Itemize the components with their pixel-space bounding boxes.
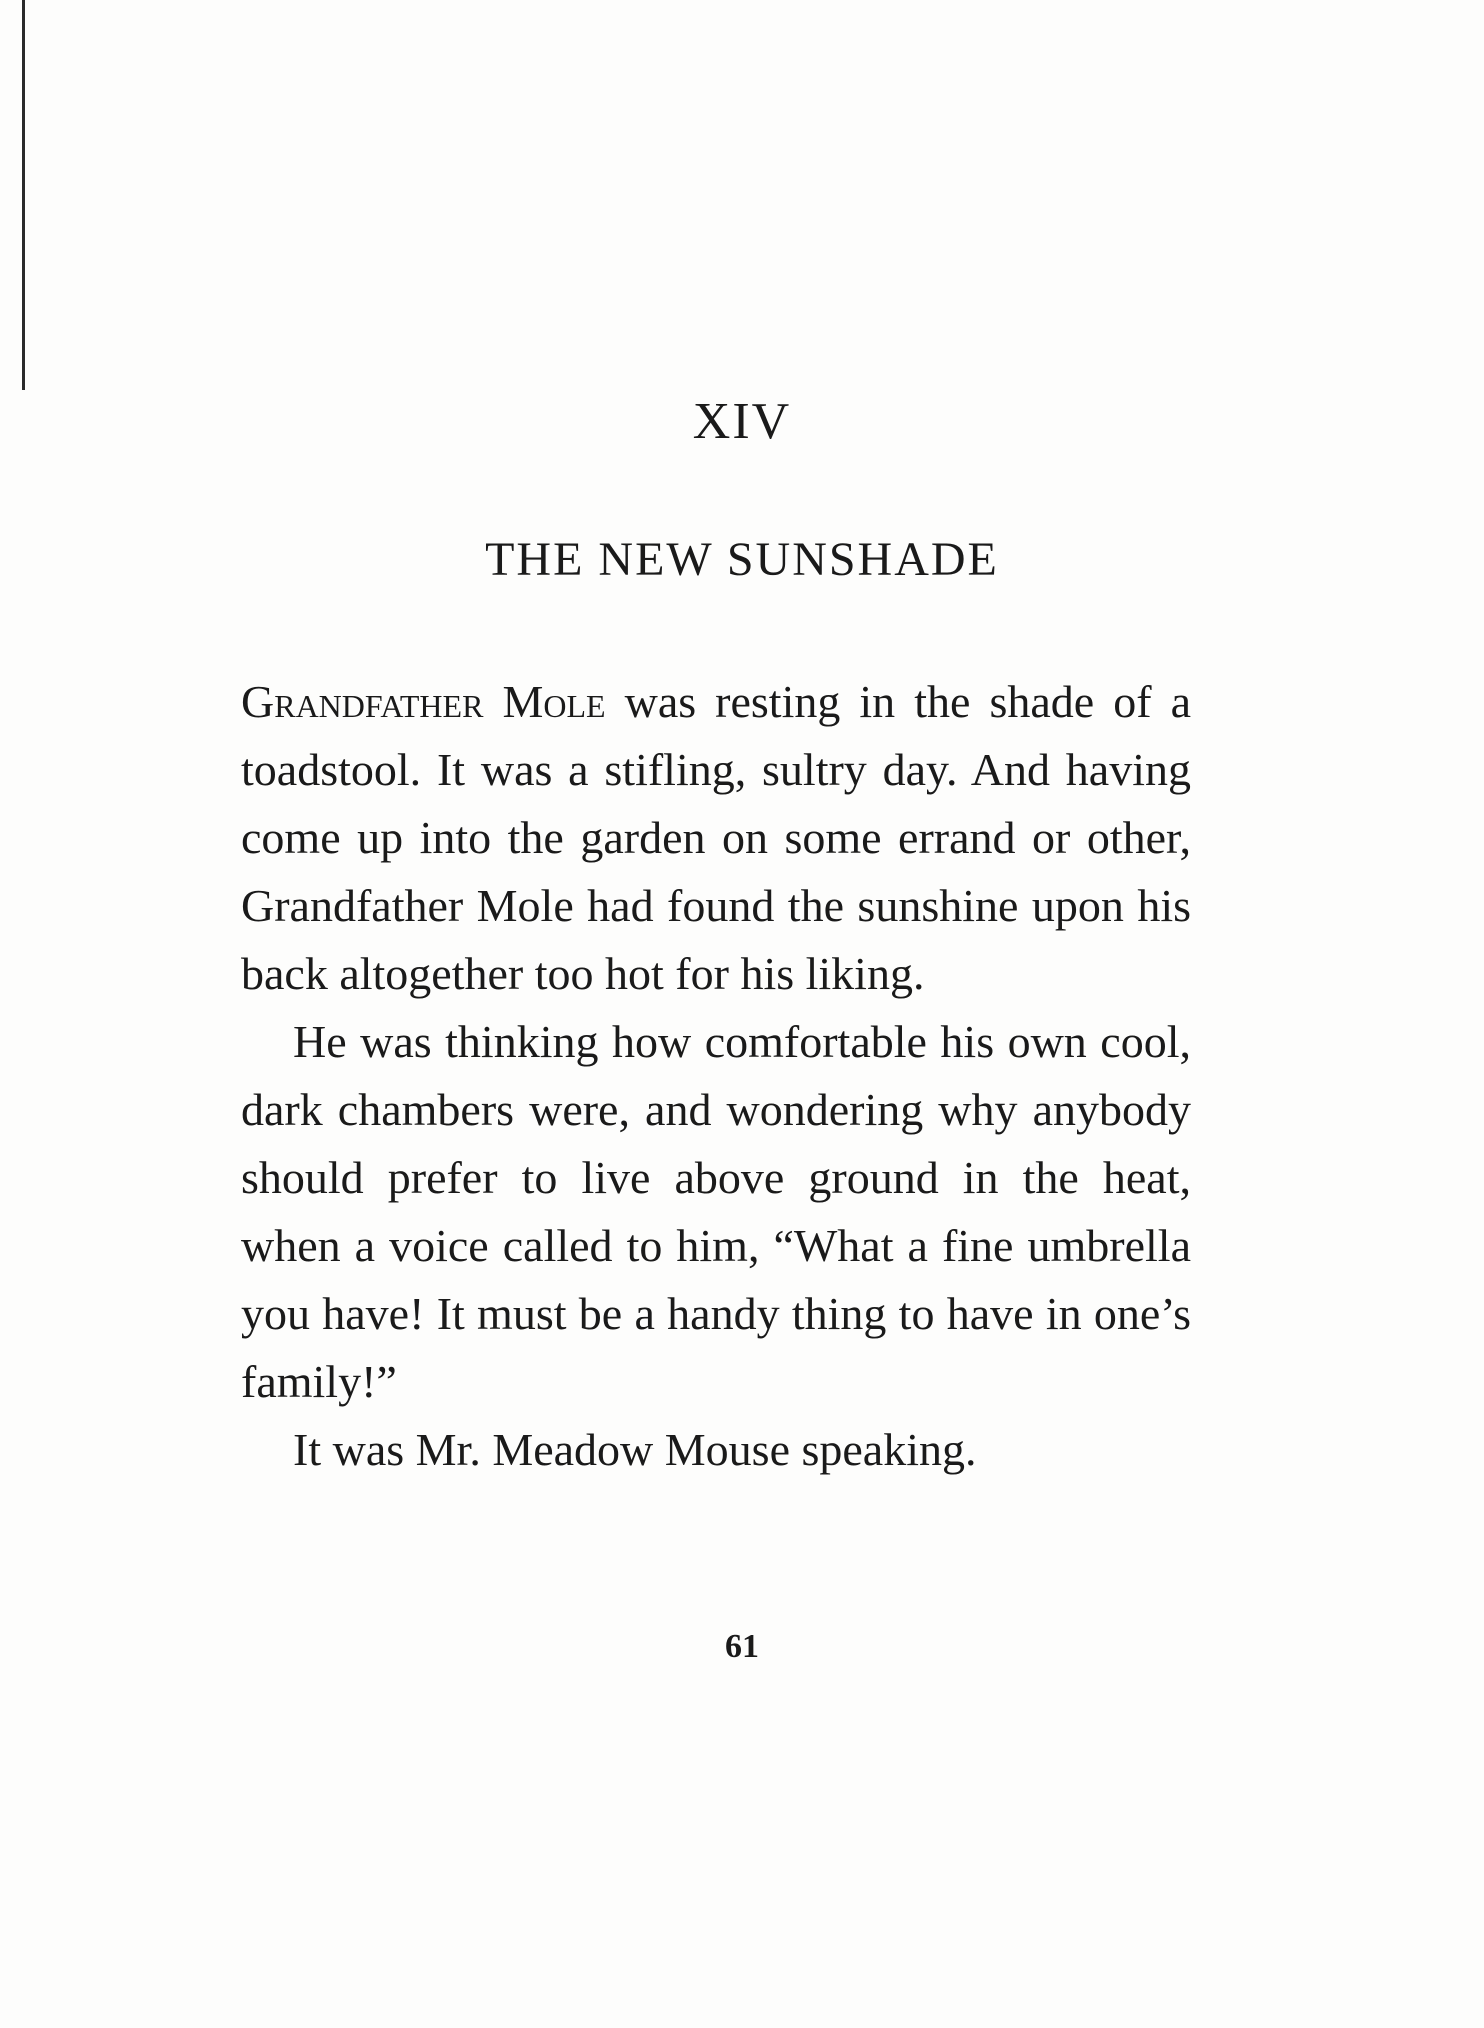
paragraph-1-lead: Grandfather Mole bbox=[241, 676, 606, 727]
chapter-body bbox=[241, 668, 1191, 1484]
binding-edge-line bbox=[22, 0, 25, 390]
paragraph-3: It was Mr. Meadow Mouse speaking. bbox=[293, 1424, 977, 1475]
chapter-number: XIV bbox=[692, 393, 792, 450]
chapter-title: THE NEW SUNSHADE bbox=[485, 533, 999, 586]
paragraph-1 bbox=[241, 668, 1191, 1008]
paragraph-1-text: was resting in the shade of a toadstool. It was a stifling, sultry day. And having come up into the garden on some errand or other, Grandfather Mole had found the sunshine upon his back altogether too hot for his liking. bbox=[241, 676, 1191, 999]
paragraph-2: He was thinking how comfortable his own cool, dark chambers were, and wondering why anybody should prefer to live above ground in the heat, when a voice called to him, “What a fine umbrella you have! It must be a handy thing to have in one’s family!” bbox=[241, 1016, 1191, 1407]
page-number: 61 bbox=[725, 1628, 759, 1665]
